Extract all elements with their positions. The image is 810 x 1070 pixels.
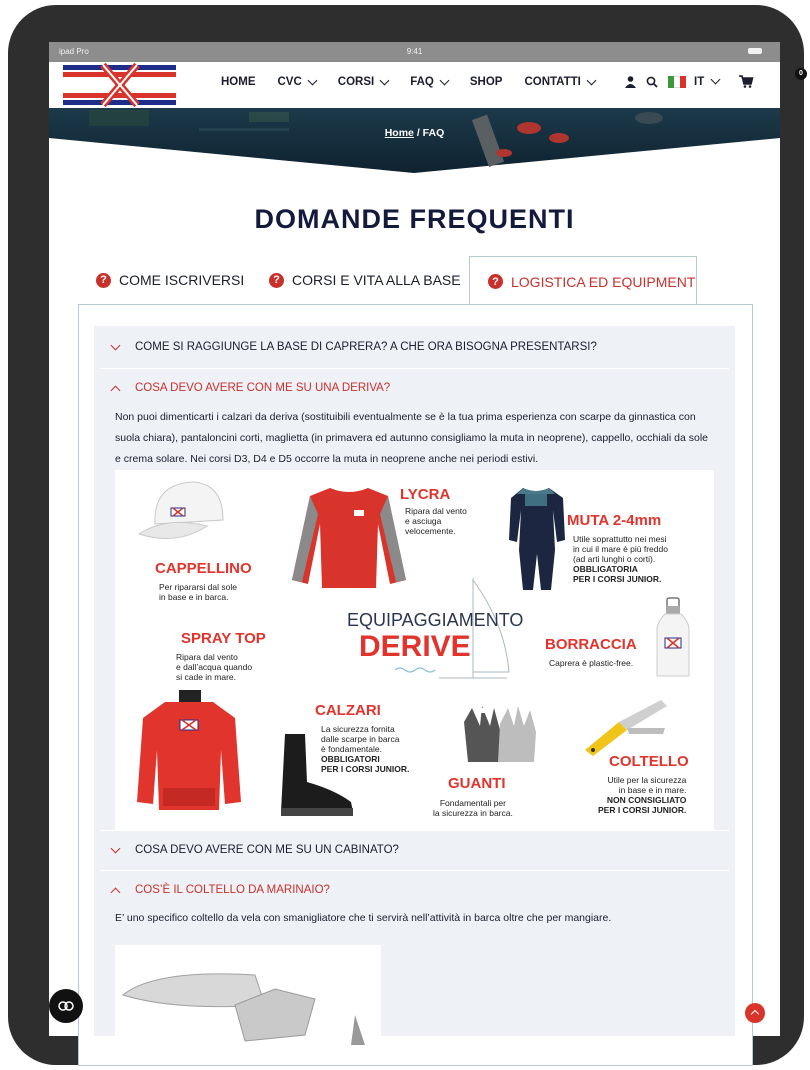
faq-item-deriva[interactable] [94,369,735,407]
chevron-down-icon [111,340,121,350]
spray-top-desc [176,652,252,682]
nav-corsi[interactable] [338,76,388,88]
battery-icon [748,48,762,54]
infographic-heading-small: EQUIPAGGIAMENTO [347,610,524,630]
wave-icon [395,666,441,674]
main-nav [221,76,617,88]
sailor-knife-image [115,945,381,1045]
wetsuit-image [505,484,567,594]
faq-item-coltello[interactable] [94,871,735,909]
user-icon[interactable] [625,76,636,88]
clock: 9:41 [406,47,423,56]
desc-line: Utile soprattutto nei mesi [573,534,667,544]
note-line: OBBLIGATORIA [573,564,638,574]
cart-count-badge: 0 [795,68,807,80]
tab-logistica-equipment[interactable] [469,256,697,306]
desc-line: Ripara dal vento [405,506,467,516]
chevron-down-icon [307,75,317,85]
infographic-heading-big: DERIVE [359,630,471,663]
cart-icon[interactable] [739,75,753,88]
desc-line: Per ripararsi dal sole [159,582,237,592]
chevron-down-icon [380,75,390,85]
nav-cvc-label: CVC [277,76,302,88]
breadcrumb-separator: / [413,127,423,139]
nav-faq[interactable] [410,76,448,88]
device-label: ipad Pro [59,47,89,56]
site-header [49,62,803,108]
nav-contatti[interactable] [524,76,594,88]
screen [49,42,803,1036]
breadcrumb-current: FAQ [422,127,445,139]
water-bottle-image [653,596,695,680]
tab-corsi-vita-base[interactable] [269,256,469,304]
note-line: PER I CORSI JUNIOR. [573,574,662,584]
coltello-desc [598,775,686,815]
desc-line: in base e in barca. [159,592,229,602]
tablet-frame [8,5,804,1065]
chevron-up-icon [111,887,121,897]
faq-question: COSA DEVO AVERE CON ME SU UN CABINATO? [135,844,399,856]
faq-answer-coltello: E’ uno specifico coltello da vela con smanigliatore che ti servirà nell’attività in barca oltre che per mangiare. [115,912,612,924]
breadcrumb [49,127,780,139]
page-title: DOMANDE FREQUENTI [254,204,575,234]
question-circle-icon: ? [488,274,503,289]
nav-home[interactable] [221,76,256,88]
cap-image [137,476,229,554]
status-bar [49,42,780,62]
desc-line: Fondamentali per [439,798,506,808]
desc-line: Caprera è plastic-free. [549,658,634,668]
borraccia-desc [549,658,633,668]
equipment-infographic [115,470,714,830]
header-actions [625,70,803,88]
lycra-desc [405,506,467,536]
tab-label: LOGISTICA ED EQUIPMENT [511,273,696,290]
desc-line: velocemente. [405,526,456,536]
scroll-to-top-button[interactable] [745,1003,765,1023]
question-circle-icon: ? [96,273,111,288]
accessibility-button[interactable] [49,989,83,1023]
calzari-title: CALZARI [315,702,381,719]
question-circle-icon: ? [269,273,284,288]
language-label[interactable]: IT [694,75,705,88]
desc-line: dalle scarpe in barca [321,734,400,744]
cappellino-desc [159,582,237,602]
nav-cvc[interactable] [278,76,316,88]
note-line: OBBLIGATORI [321,754,380,764]
spray-top-jacket-image [135,690,243,814]
site-logo[interactable] [63,65,176,105]
search-icon[interactable] [646,76,658,88]
nav-home-label: HOME [221,76,256,88]
desc-line: in cui il mare è più freddo [573,544,668,554]
chevron-down-icon [711,75,721,85]
spray-top-title: SPRAY TOP [181,630,266,647]
sailor-knife-photo [115,945,381,1045]
note-line: NON CONSIGLIATO [606,795,687,805]
note-line: PER I CORSI JUNIOR. [321,764,410,774]
faq-question: COME SI RAGGIUNGE LA BASE DI CAPRERA? A CHE ORA BISOGNA PRESENTARSI? [135,341,597,353]
nav-shop-label: SHOP [469,76,503,88]
knife-image [579,694,671,758]
chevron-down-icon [439,75,449,85]
borraccia-title: BORRACCIA [545,636,637,653]
note-line: PER I CORSI JUNIOR. [598,805,687,815]
guanti-title: GUANTI [448,775,506,792]
nav-faq-label: FAQ [410,76,434,88]
coltello-title: COLTELLO [609,753,689,770]
muta-title: MUTA 2-4mm [567,512,662,529]
nav-corsi-label: CORSI [337,76,375,88]
tab-label: CORSI E VITA ALLA BASE [292,272,461,288]
faq-tabs [78,256,751,306]
muta-desc [573,534,668,584]
chevron-down-icon [111,843,121,853]
faq-item-cabinato[interactable] [94,831,735,869]
desc-line: la sicurezza in barca. [433,808,513,818]
faq-item-raggiungere-base[interactable] [94,328,735,366]
desc-line: (ad arti lunghi o corti). [573,554,656,564]
lycra-shirt-image [290,484,408,590]
breadcrumb-home-link[interactable]: Home [384,127,414,139]
desc-line: si cade in mare. [176,672,236,682]
faq-answer-deriva: Non puoi dimenticarti i calzari da deriva (sostituibili eventualmente se è la tua prima esperienza con scarpe da ginnastica con suola chiara), pantaloncini corti, maglietta (in primavera ed autunno consigliamo la muta in neoprene), cappello, occhiali da sole e crema solare. Nei corsi D3, D4 e D5 occorre la muta in neoprene anche nei periodi estivi. [115,411,708,465]
tab-label: COME ISCRIVERSI [119,272,245,288]
desc-line: Ripara dal vento [176,652,238,662]
calzari-desc [321,724,409,774]
desc-line: in base e in mare. [618,785,687,795]
nav-contatti-label: CONTATTI [524,76,581,88]
desc-line: Utile per la sicurezza [607,775,687,785]
gloves-image [460,702,540,768]
chevron-up-icon [111,385,121,395]
desc-line: e dall’acqua quando [176,662,253,672]
desc-line: è fondamentale. [321,744,382,754]
italy-flag-icon[interactable] [668,76,686,88]
cappellino-title: CAPPELLINO [155,560,252,577]
link-icon [58,1001,74,1011]
lycra-title: LYCRA [400,486,451,503]
nav-shop[interactable] [470,76,503,88]
hero-banner [49,108,780,173]
desc-line: La sicurezza fornita [321,724,395,734]
chevron-down-icon [586,75,596,85]
guanti-desc [433,798,513,818]
tab-come-iscriversi[interactable] [96,256,246,304]
faq-question: COS’È IL COLTELLO DA MARINAIO? [135,884,330,896]
desc-line: e asciuga [405,516,442,526]
faq-question: COSA DEVO AVERE CON ME SU UNA DERIVA? [135,382,391,394]
